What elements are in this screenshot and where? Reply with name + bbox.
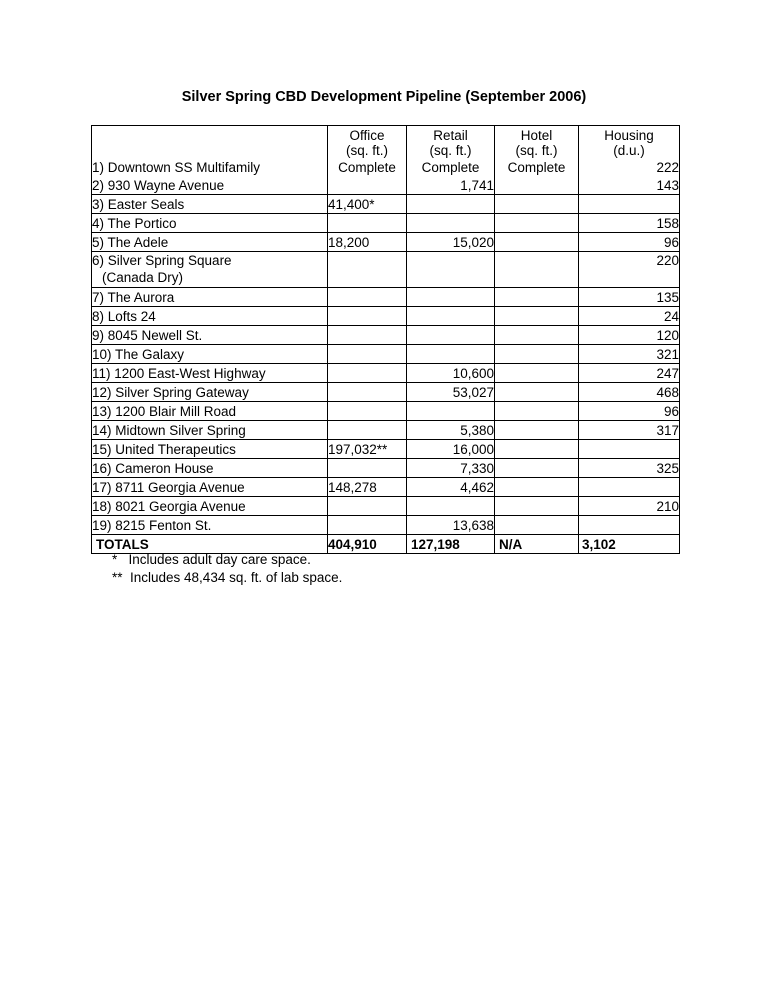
footnotes [112,551,342,587]
hotel-cell [495,345,579,364]
table-row [92,478,680,497]
hotel-cell [495,326,579,345]
table-row [92,214,680,233]
hotel-cell [495,459,579,478]
housing-cell: 96 [579,233,680,252]
retail-cell [407,195,495,214]
hotel-cell [495,307,579,326]
office-cell [328,252,407,288]
hotel-cell [495,176,579,195]
housing-cell: 317 [579,421,680,440]
retail-cell [407,288,495,307]
retail-cell: Complete [407,158,495,176]
hotel-cell [495,233,579,252]
housing-cell: 143 [579,176,680,195]
housing-cell: 468 [579,383,680,402]
retail-cell: 15,020 [407,233,495,252]
office-cell: 41,400* [328,195,407,214]
project-name: 14) Midtown Silver Spring [92,421,328,440]
project-name: 10) The Galaxy [92,345,328,364]
hotel-cell [495,440,579,459]
retail-cell: 53,027 [407,383,495,402]
office-cell [328,383,407,402]
office-cell [328,497,407,516]
project-name: 3) Easter Seals [92,195,328,214]
hotel-cell [495,364,579,383]
header-project [92,126,328,159]
hotel-cell: Complete [495,158,579,176]
project-name: 13) 1200 Blair Mill Road [92,402,328,421]
project-name: 2) 930 Wayne Avenue [92,176,328,195]
totals-label: TOTALS [92,535,328,554]
table-row [92,440,680,459]
header-housing: Housing (d.u.) [579,126,680,159]
header-hotel: Hotel (sq. ft.) [495,126,579,159]
retail-cell [407,307,495,326]
pipeline-table [91,125,680,554]
retail-cell: 7,330 [407,459,495,478]
project-name: 16) Cameron House [92,459,328,478]
office-cell [328,288,407,307]
project-name: 9) 8045 Newell St. [92,326,328,345]
office-cell: 197,032** [328,440,407,459]
housing-cell: 135 [579,288,680,307]
retail-cell: 1,741 [407,176,495,195]
header-retail: Retail (sq. ft.) [407,126,495,159]
table-row [92,421,680,440]
table-row [92,402,680,421]
table-row [92,497,680,516]
office-cell: Complete [328,158,407,176]
housing-cell [579,195,680,214]
office-cell [328,402,407,421]
housing-cell: 120 [579,326,680,345]
project-name: 6) Silver Spring Square (Canada Dry) [92,252,328,288]
hotel-cell [495,252,579,288]
header-office: Office (sq. ft.) [328,126,407,159]
office-cell: 18,200 [328,233,407,252]
office-cell [328,176,407,195]
hotel-cell [495,383,579,402]
hotel-cell [495,195,579,214]
project-name: 17) 8711 Georgia Avenue [92,478,328,497]
retail-cell [407,345,495,364]
retail-cell [407,497,495,516]
hotel-cell [495,497,579,516]
hotel-cell [495,402,579,421]
office-cell [328,459,407,478]
table-row [92,176,680,195]
table-row [92,364,680,383]
project-name: 8) Lofts 24 [92,307,328,326]
housing-cell [579,440,680,459]
housing-cell [579,516,680,535]
housing-cell: 220 [579,252,680,288]
hotel-cell [495,516,579,535]
retail-cell: 13,638 [407,516,495,535]
housing-cell: 24 [579,307,680,326]
office-cell [328,345,407,364]
hotel-cell [495,214,579,233]
hotel-cell [495,421,579,440]
footnote: * Includes adult day care space. [112,552,311,567]
page-title: Silver Spring CBD Development Pipeline (September 2006) [181,89,587,105]
table-row [92,345,680,364]
table-row [92,233,680,252]
office-cell [328,421,407,440]
project-name: 5) The Adele [92,233,328,252]
table-row [92,326,680,345]
project-name: 1) Downtown SS Multifamily [92,158,328,176]
project-name: 19) 8215 Fenton St. [92,516,328,535]
table-row [92,307,680,326]
totals-hotel: N/A [495,535,579,554]
table-row [92,383,680,402]
table-row [92,158,680,176]
table-row [92,516,680,535]
office-cell: 148,278 [328,478,407,497]
housing-cell: 321 [579,345,680,364]
housing-cell: 158 [579,214,680,233]
retail-cell: 16,000 [407,440,495,459]
office-cell [328,364,407,383]
housing-cell [579,478,680,497]
retail-cell [407,214,495,233]
table-row [92,195,680,214]
office-cell [328,326,407,345]
project-name: 4) The Portico [92,214,328,233]
retail-cell [407,252,495,288]
office-cell [328,516,407,535]
project-name: 12) Silver Spring Gateway [92,383,328,402]
hotel-cell [495,288,579,307]
retail-cell [407,402,495,421]
project-name: 7) The Aurora [92,288,328,307]
project-name: 15) United Therapeutics [92,440,328,459]
retail-cell: 4,462 [407,478,495,497]
housing-cell: 247 [579,364,680,383]
office-cell [328,307,407,326]
footnote: ** Includes 48,434 sq. ft. of lab space. [112,570,343,585]
table-row [92,252,680,288]
retail-cell: 10,600 [407,364,495,383]
totals-retail: 127,198 [407,535,495,554]
retail-cell: 5,380 [407,421,495,440]
totals-housing: 3,102 [579,535,680,554]
table-row [92,459,680,478]
header-row [92,126,680,159]
housing-cell: 222 [579,158,680,176]
housing-cell: 96 [579,402,680,421]
project-name: 11) 1200 East-West Highway [92,364,328,383]
project-name: 18) 8021 Georgia Avenue [92,497,328,516]
hotel-cell [495,478,579,497]
housing-cell: 210 [579,497,680,516]
retail-cell [407,326,495,345]
office-cell [328,214,407,233]
totals-office: 404,910 [328,535,407,554]
housing-cell: 325 [579,459,680,478]
table-row [92,288,680,307]
